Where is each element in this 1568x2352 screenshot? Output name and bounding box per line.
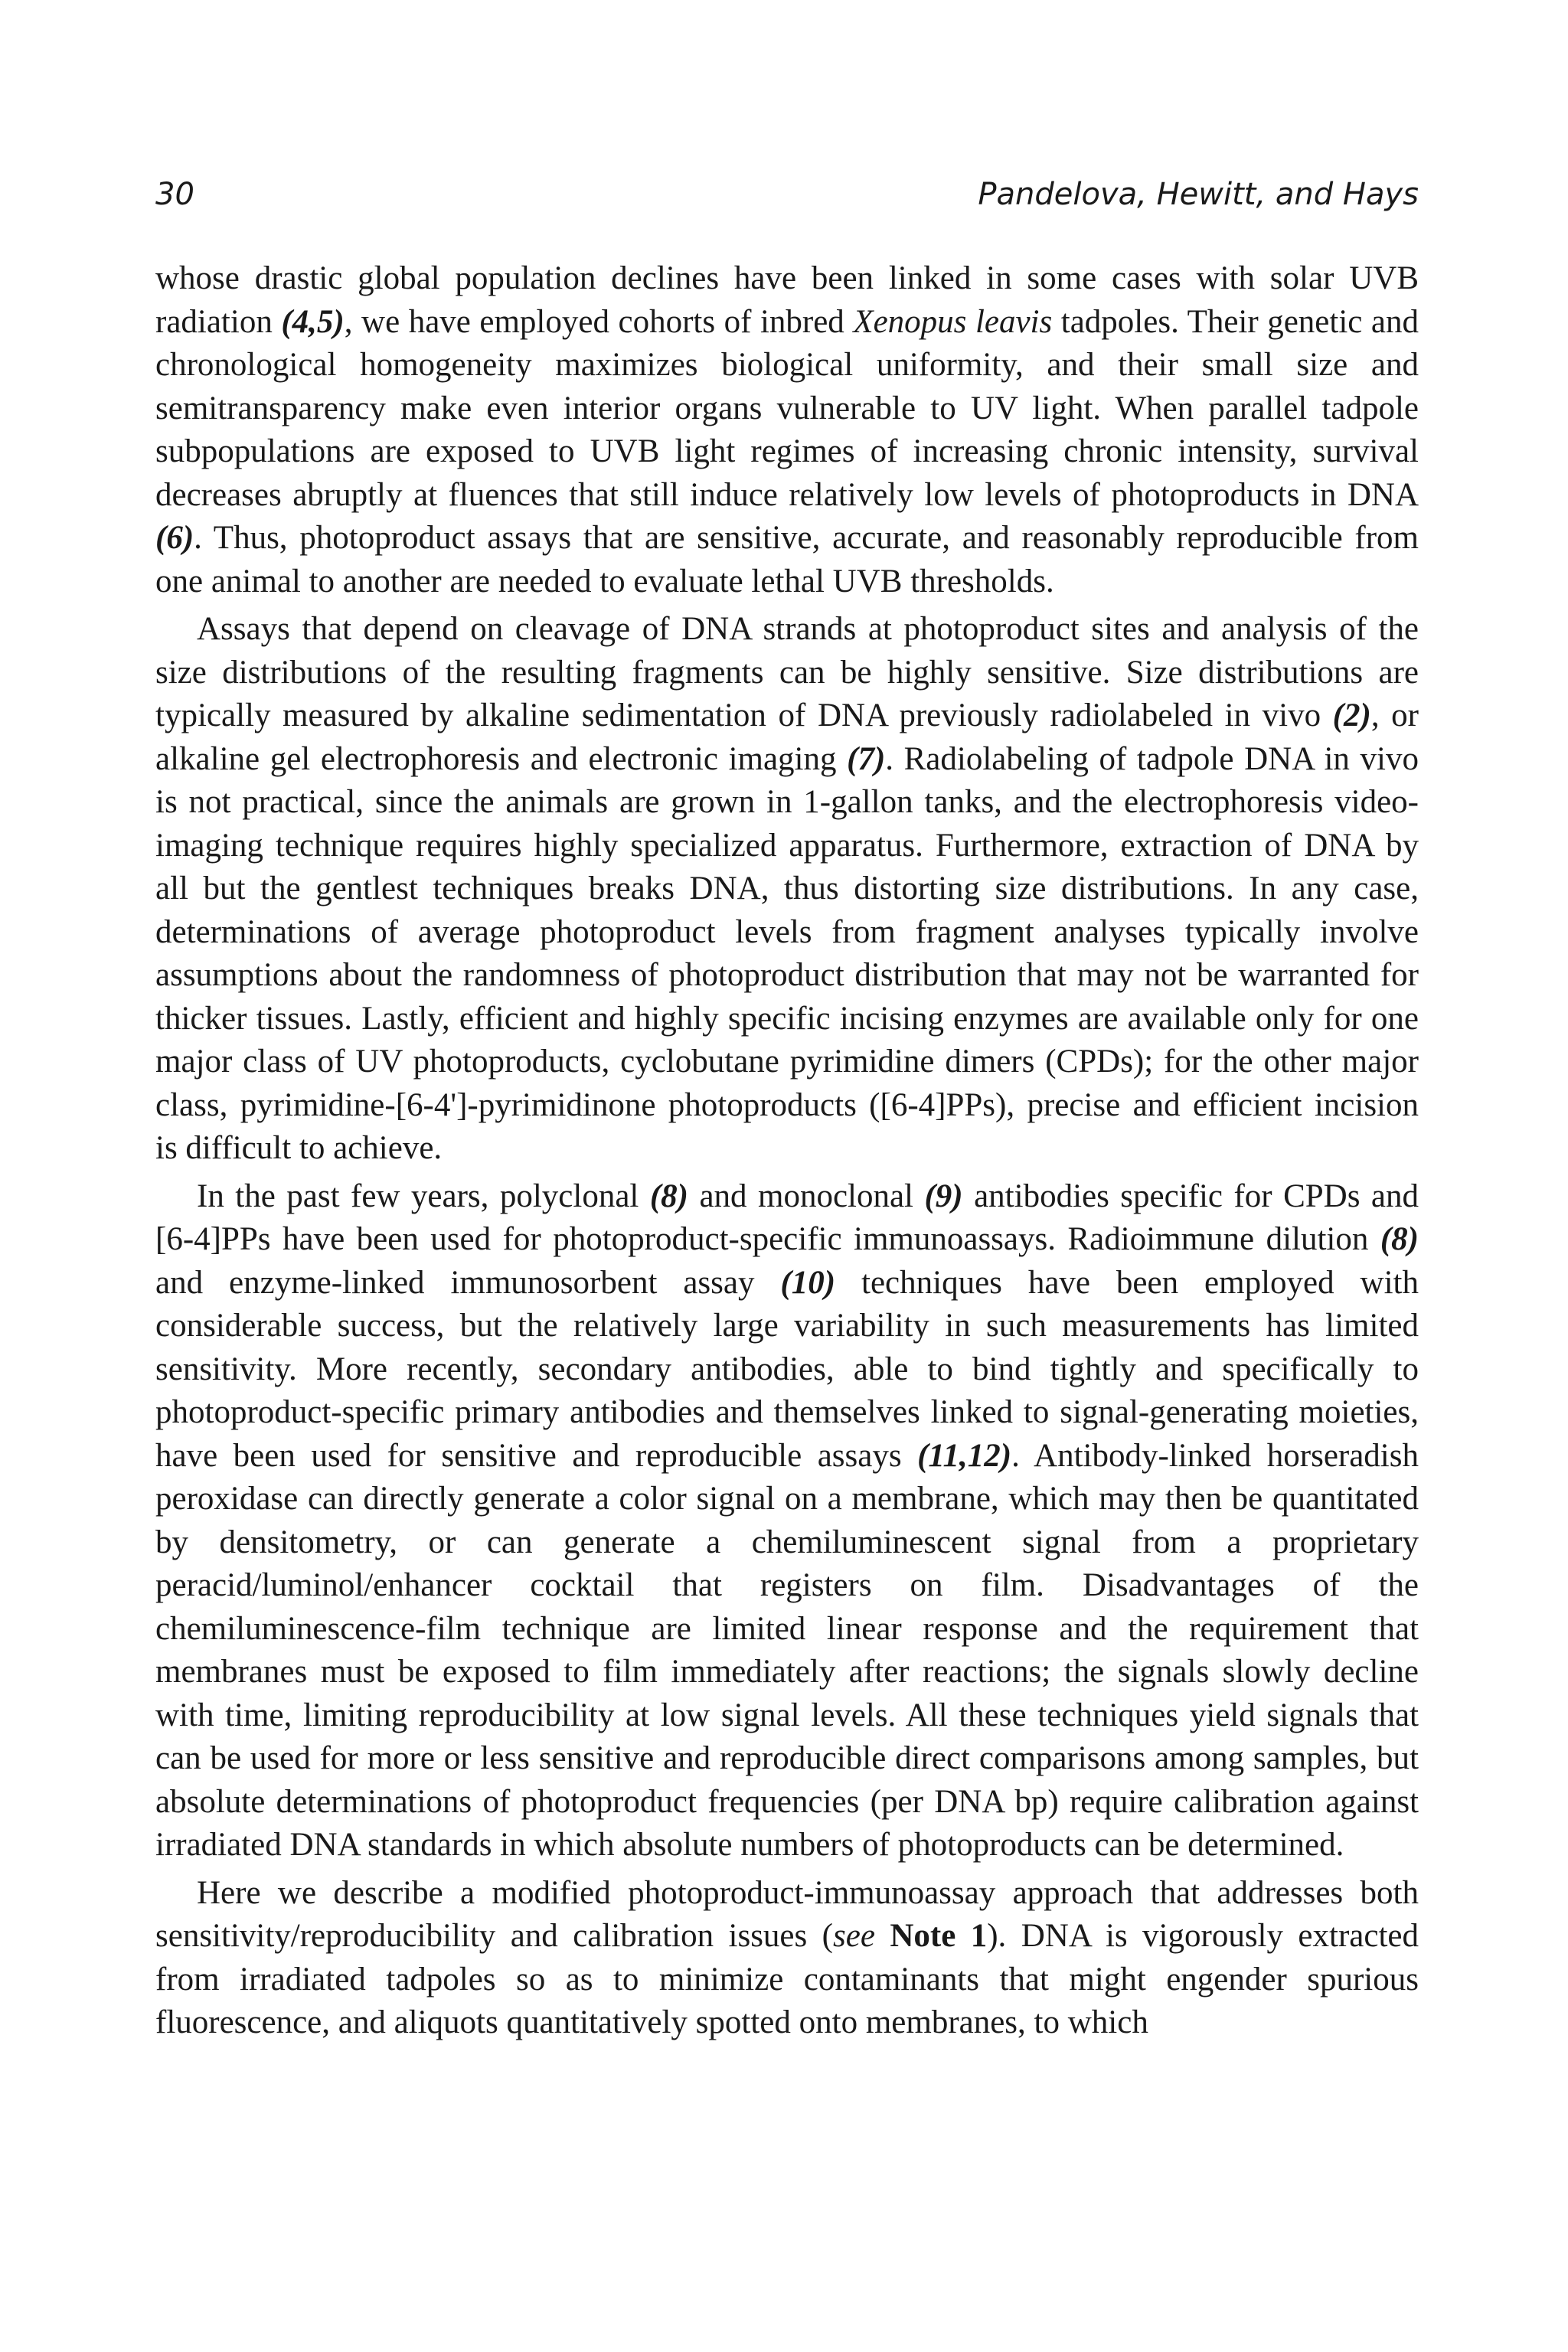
running-head: Pandelova, Hewitt, and Hays xyxy=(978,177,1419,212)
paragraph-1 xyxy=(155,257,1419,603)
text-run: , or alkaline gel electrophoresis and electronic imaging xyxy=(155,697,1419,777)
bold-term: Note 1 xyxy=(890,1918,988,1954)
italic-term: see xyxy=(833,1918,875,1954)
citation: (8) xyxy=(649,1178,688,1214)
citation: (4,5) xyxy=(281,303,345,340)
page-header xyxy=(155,172,1419,217)
italic-term: Xenopus leavis xyxy=(853,303,1053,340)
text-run: techniques have been employed with considerable success, but the relatively large variability in such measurements has limited sensitivity. More recently, secondary antibodies, able to bind tightly and specifically to photoproduct-specific primary antibodies and themselves linked to signal-generating moieties, have been used for sensitive and reproducible assays xyxy=(155,1264,1419,1474)
text-run: , we have employed cohorts of inbred xyxy=(344,303,854,340)
body-text xyxy=(155,257,1419,2045)
text-run xyxy=(875,1918,890,1954)
text-run: ). DNA is vigorously extracted from irradiated tadpoles so as to minimize contaminants that might engender spurious fluorescence, and aliquots quantitatively spotted onto membranes, to which xyxy=(155,1918,1419,2040)
citation: (10) xyxy=(780,1264,836,1301)
citation: (7) xyxy=(847,740,886,777)
text-run: tadpoles. Their genetic and chronological homogeneity maximizes biological uniformity, and their small size and semitransparency make even interior organs vulnerable to UV light. When parallel tadpole subpopulations are exposed to UVB light regimes of increasing chronic intensity, survival decreases abruptly at fluences that still induce relatively low levels of photoproducts in DNA xyxy=(155,303,1419,513)
citation: (11,12) xyxy=(917,1437,1012,1474)
text-run: In the past few years, polyclonal xyxy=(197,1178,650,1214)
text-run: . Thus, photoproduct assays that are sensitive, accurate, and reasonably reproducible from one animal to another are needed to evaluate lethal UVB thresholds. xyxy=(155,520,1419,599)
page-number: 30 xyxy=(155,177,194,212)
paragraph-2 xyxy=(155,608,1419,1171)
paragraph-3 xyxy=(155,1175,1419,1867)
text-run: . Antibody-linked horseradish peroxidase can directly generate a color signal on a membrane, which may then be quantitated by densitometry, or can generate a chemiluminescent signal from a proprietary peracid/luminol/enhancer cocktail that registers on film. Disadvantages of the chemiluminescence-film technique are limited linear response and the requirement that membranes must be exposed to film immediately after reactions; the signals slowly decline with time, limiting reproducibility at low signal levels. All these techniques yield signals that can be used for more or less sensitive and reproducible direct comparisons among samples, but absolute determinations of photoproduct frequencies (per DNA bp) require calibration against irradiated DNA standards in which absolute numbers of photoproducts can be determined. xyxy=(155,1437,1419,1863)
citation: (2) xyxy=(1332,697,1371,733)
paragraph-4 xyxy=(155,1872,1419,2045)
text-run: and enzyme-linked immunosorbent assay xyxy=(155,1264,781,1301)
citation: (8) xyxy=(1380,1221,1419,1257)
text-run: and monoclonal xyxy=(688,1178,925,1214)
citation: (6) xyxy=(155,520,194,556)
text-run: Here we describe a modified photoproduct-immunoassay approach that addresses both sensitivity/reproducibility and calibration issues ( xyxy=(155,1874,1419,1954)
text-run: antibodies specific for CPDs and [6-4]PPs have been used for photoproduct-specific immunoassays. Radioimmune dilution xyxy=(155,1178,1419,1257)
text-run: whose drastic global population declines have been linked in some cases with solar UVB radiation xyxy=(155,260,1419,340)
text-run: . Radiolabeling of tadpole DNA in vivo is not practical, since the animals are grown in 1-gallon tanks, and the electrophoresis video-imaging technique requires highly specialized apparatus. Furthermore, extraction of DNA by all but the gentlest techniques breaks DNA, thus distorting size distributions. In any case, determinations of average photoproduct levels from fragment analyses typically involve assumptions about the randomness of photoproduct distribution that may not be warranted for thicker tissues. Lastly, efficient and highly specific incising enzymes are available only for one major class of UV photoproducts, cyclobutane pyrimidine dimers (CPDs); for the other major class, pyrimidine-[6-4']-pyrimidinone photoproducts ([6-4]PPs), precise and efficient incision is difficult to achieve. xyxy=(155,740,1419,1166)
citation: (9) xyxy=(924,1178,963,1214)
text-run: Assays that depend on cleavage of DNA strands at photoproduct sites and analysis of the size distributions of the resulting fragments can be highly sensitive. Size distributions are typically measured by alkaline sedimentation of DNA previously radiolabeled in vivo xyxy=(155,611,1419,733)
